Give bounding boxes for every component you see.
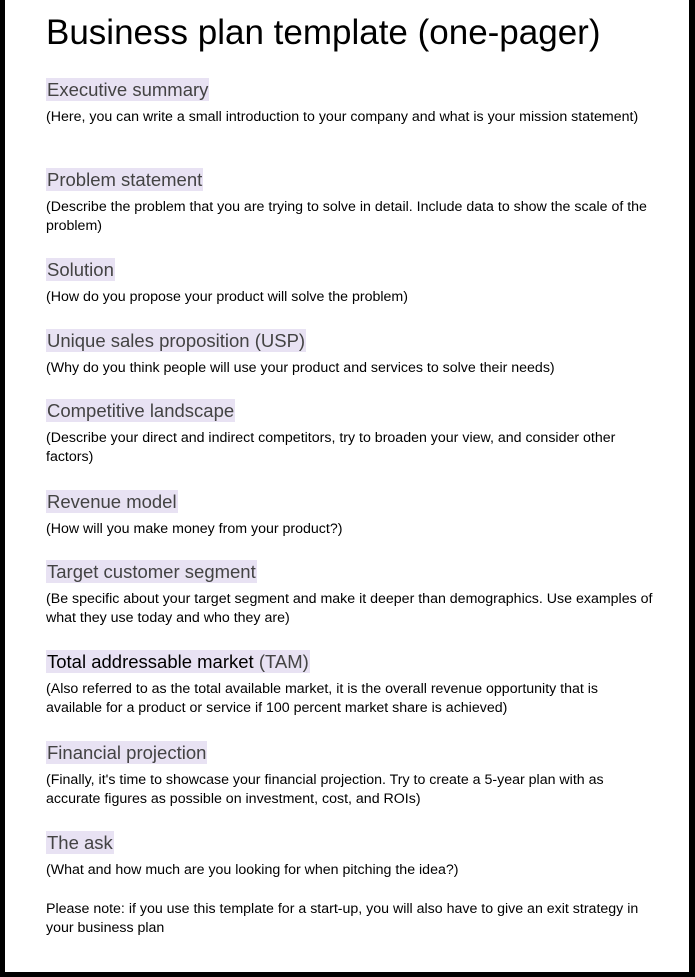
section-usp (46, 329, 656, 378)
section-body: (What and how much are you looking for when pitching the idea?) (46, 862, 459, 878)
closing-note: Please note: if you use this template for a start-up, you will also have to give an exit strategy in your business plan (46, 901, 639, 936)
section-heading: Financial projection (47, 742, 207, 763)
section-revenue-model (46, 490, 656, 539)
section-competitive-landscape (46, 399, 656, 467)
section-financial-projection (46, 741, 656, 809)
section-body: (Also referred to as the total available market, it is the overall revenue opportunity that is available for a product or service if 100 percent market share is achieved) (46, 681, 599, 716)
section-body: (Here, you can write a small introduction to your company and what is your mission statement) (46, 109, 639, 125)
section-heading: Problem statement (47, 169, 203, 190)
section-body: (Describe the problem that you are trying to solve in detail. Include data to show the scale of the problem) (46, 199, 647, 234)
section-problem-statement (46, 168, 656, 236)
section-heading: The ask (47, 832, 113, 853)
section-heading: Revenue model (47, 491, 177, 512)
section-heading: Target customer segment (47, 561, 256, 582)
section-the-ask (46, 831, 656, 880)
section-body: (Finally, it's time to showcase your financial projection. Try to create a 5-year plan with as accurate figures as possible on investment, cost, and ROIs) (46, 772, 604, 807)
section-heading: Solution (47, 259, 114, 280)
section-tam (46, 650, 656, 718)
section-body: (Why do you think people will use your product and services to solve their needs) (46, 360, 555, 376)
section-heading: Competitive landscape (47, 400, 235, 421)
section-heading-main: Total addressable market (47, 651, 254, 672)
section-heading: Executive summary (47, 79, 209, 100)
document-page (5, 0, 689, 972)
section-body: (How do you propose your product will solve the problem) (46, 289, 408, 305)
section-heading: Unique sales proposition (USP) (47, 330, 306, 351)
section-target-customer-segment (46, 560, 656, 628)
section-body: (Be specific about your target segment and make it deeper than demographics. Use examples of what they use today and who they are) (46, 591, 653, 626)
section-executive-summary (46, 78, 656, 127)
section-heading-suffix: (TAM) (253, 651, 309, 672)
document-title: Business plan template (one-pager) (46, 13, 601, 52)
section-body: (Describe your direct and indirect competitors, try to broaden your view, and consider other factors) (46, 430, 616, 465)
section-heading (46, 650, 310, 673)
section-body: (How will you make money from your product?) (46, 521, 343, 537)
section-solution (46, 258, 656, 307)
